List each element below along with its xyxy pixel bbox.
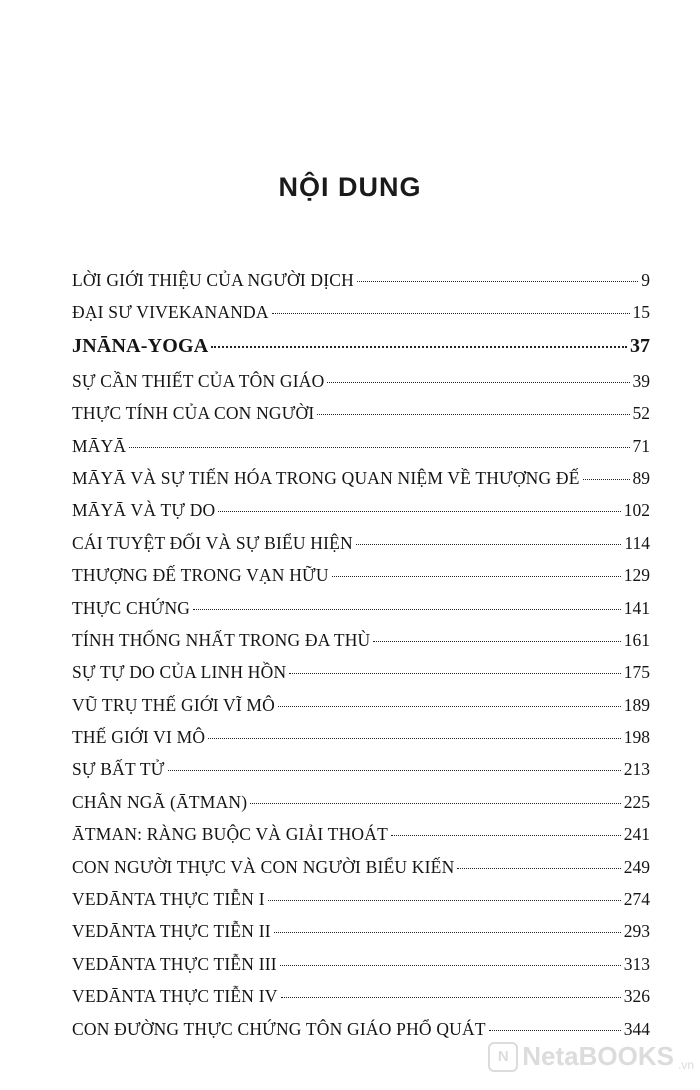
dot-leader bbox=[317, 414, 629, 415]
dot-leader bbox=[583, 479, 630, 480]
toc-entry bbox=[72, 921, 650, 953]
dot-leader bbox=[168, 770, 621, 771]
toc-entry-title: JNĀNA-YOGA bbox=[72, 334, 209, 357]
toc-entry bbox=[72, 792, 650, 824]
toc-entry bbox=[72, 954, 650, 986]
toc-entry-title: MĀYĀ VÀ TỰ DO bbox=[72, 500, 216, 521]
dot-leader bbox=[193, 609, 621, 610]
toc-page-number: 37 bbox=[630, 334, 650, 357]
toc-page-number: 249 bbox=[623, 856, 650, 877]
toc-page-number: 213 bbox=[623, 759, 650, 780]
toc-page-number: 189 bbox=[623, 694, 650, 715]
toc-entry-title: VEDĀNTA THỰC TIỄN II bbox=[72, 921, 271, 942]
toc-entry bbox=[72, 598, 650, 630]
toc-entry-title: TÍNH THỐNG NHẤT TRONG ĐA THÙ bbox=[72, 629, 371, 650]
watermark bbox=[488, 1041, 694, 1072]
dot-leader bbox=[489, 1030, 621, 1031]
toc-entry bbox=[72, 500, 650, 532]
toc-entry-title: VEDĀNTA THỰC TIỄN III bbox=[72, 953, 277, 974]
toc-part-heading bbox=[72, 335, 650, 371]
dot-leader bbox=[327, 382, 629, 383]
toc-page-number: 39 bbox=[632, 370, 650, 391]
dot-leader bbox=[280, 965, 621, 966]
toc-page-number: 52 bbox=[632, 403, 650, 424]
brand-logo-icon: N bbox=[488, 1042, 518, 1072]
toc-entry bbox=[72, 824, 650, 856]
toc-page-number: 274 bbox=[623, 889, 650, 910]
dot-leader bbox=[457, 868, 620, 869]
toc-page-number: 344 bbox=[623, 1018, 650, 1039]
toc-page-number: 129 bbox=[623, 565, 650, 586]
toc-page-number: 293 bbox=[623, 921, 650, 942]
dot-leader bbox=[357, 281, 638, 282]
toc-entry-title: THƯỢNG ĐẾ TRONG VẠN HỮU bbox=[72, 565, 329, 586]
dot-leader bbox=[373, 641, 620, 642]
toc-page-number: 198 bbox=[623, 727, 650, 748]
toc-entry-title: LỜI GIỚI THIỆU CỦA NGƯỜI DỊCH bbox=[72, 270, 355, 290]
toc-entry bbox=[72, 270, 650, 302]
toc-entry-title: SỰ BẤT TỬ bbox=[72, 759, 165, 780]
dot-leader bbox=[274, 932, 621, 933]
toc-entry-title: THỰC CHỨNG bbox=[72, 597, 191, 618]
toc-page-number: 313 bbox=[623, 953, 650, 974]
toc-entry-title: CON NGƯỜI THỰC VÀ CON NGƯỜI BIỂU KIẾN bbox=[72, 856, 455, 877]
toc-entry bbox=[72, 533, 650, 565]
toc-entry-title: CÁI TUYỆT ĐỐI VÀ SỰ BIỂU HIỆN bbox=[72, 532, 353, 553]
toc-entry bbox=[72, 727, 650, 759]
toc-entry bbox=[72, 889, 650, 921]
toc-entry bbox=[72, 759, 650, 791]
dot-leader bbox=[272, 313, 630, 314]
dot-leader bbox=[268, 900, 621, 901]
toc-page-number: 161 bbox=[623, 629, 650, 650]
toc-entry-title: THẾ GIỚI VI MÔ bbox=[72, 727, 206, 748]
toc-entry bbox=[72, 986, 650, 1018]
dot-leader bbox=[391, 835, 621, 836]
toc-page-number: 225 bbox=[623, 791, 650, 812]
dot-leader bbox=[281, 997, 621, 998]
toc-entry-title: ĐẠI SƯ VIVEKANANDA bbox=[72, 302, 269, 323]
toc-page-number: 71 bbox=[632, 435, 650, 456]
toc-entry-title: VEDĀNTA THỰC TIỄN I bbox=[72, 889, 265, 910]
toc-entry-title: MĀYĀ VÀ SỰ TIẾN HÓA TRONG QUAN NIỆM VỀ THƯỢNG ĐẾ bbox=[72, 467, 580, 488]
toc-page-number: 114 bbox=[624, 532, 650, 553]
toc-page-number: 9 bbox=[641, 270, 650, 290]
toc-entry-title: MĀYĀ bbox=[72, 435, 127, 456]
watermark-brand: NetaBOOKS bbox=[522, 1041, 674, 1071]
dot-leader bbox=[250, 803, 620, 804]
toc-entry bbox=[72, 468, 650, 500]
toc-entry bbox=[72, 662, 650, 694]
toc-entry-title: VEDĀNTA THỰC TIỄN IV bbox=[72, 986, 278, 1007]
toc-page-number: 175 bbox=[623, 662, 650, 683]
dot-leader bbox=[129, 447, 629, 448]
toc-page-number: 102 bbox=[623, 500, 650, 521]
toc-entry bbox=[72, 695, 650, 727]
toc-entry bbox=[72, 302, 650, 334]
toc-entry-title: THỰC TÍNH CỦA CON NGƯỜI bbox=[72, 403, 315, 424]
toc-entry-title: CHÂN NGÃ (ĀTMAN) bbox=[72, 791, 248, 812]
dot-leader bbox=[208, 738, 621, 739]
toc-page-number: 15 bbox=[632, 302, 650, 323]
toc-entry bbox=[72, 630, 650, 662]
dot-leader bbox=[218, 511, 620, 512]
toc-entry-title: ĀTMAN: RÀNG BUỘC VÀ GIẢI THOÁT bbox=[72, 824, 388, 845]
dot-leader bbox=[211, 346, 627, 348]
toc-page-number: 241 bbox=[623, 824, 650, 845]
toc-entry bbox=[72, 857, 650, 889]
toc-entry-title: CON ĐƯỜNG THỰC CHỨNG TÔN GIÁO PHỔ QUÁT bbox=[72, 1018, 486, 1039]
table-of-contents bbox=[72, 270, 650, 1051]
dot-leader bbox=[278, 706, 621, 707]
dot-leader bbox=[356, 544, 621, 545]
page-title: NỘI DUNG bbox=[278, 172, 422, 202]
toc-entry bbox=[72, 436, 650, 468]
toc-page-number: 141 bbox=[623, 597, 650, 618]
toc-entry bbox=[72, 565, 650, 597]
toc-entry-title: VŨ TRỤ THẾ GIỚI VĨ MÔ bbox=[72, 694, 276, 715]
toc-page-number: 89 bbox=[632, 467, 650, 488]
toc-entry-title: SỰ TỰ DO CỦA LINH HỒN bbox=[72, 662, 287, 683]
toc-page-number: 326 bbox=[623, 986, 650, 1007]
dot-leader bbox=[289, 673, 620, 674]
dot-leader bbox=[332, 576, 621, 577]
toc-entry bbox=[72, 403, 650, 435]
toc-entry bbox=[72, 371, 650, 403]
toc-entry-title: SỰ CẦN THIẾT CỦA TÔN GIÁO bbox=[72, 370, 325, 391]
watermark-tld: .vn bbox=[677, 1058, 694, 1072]
